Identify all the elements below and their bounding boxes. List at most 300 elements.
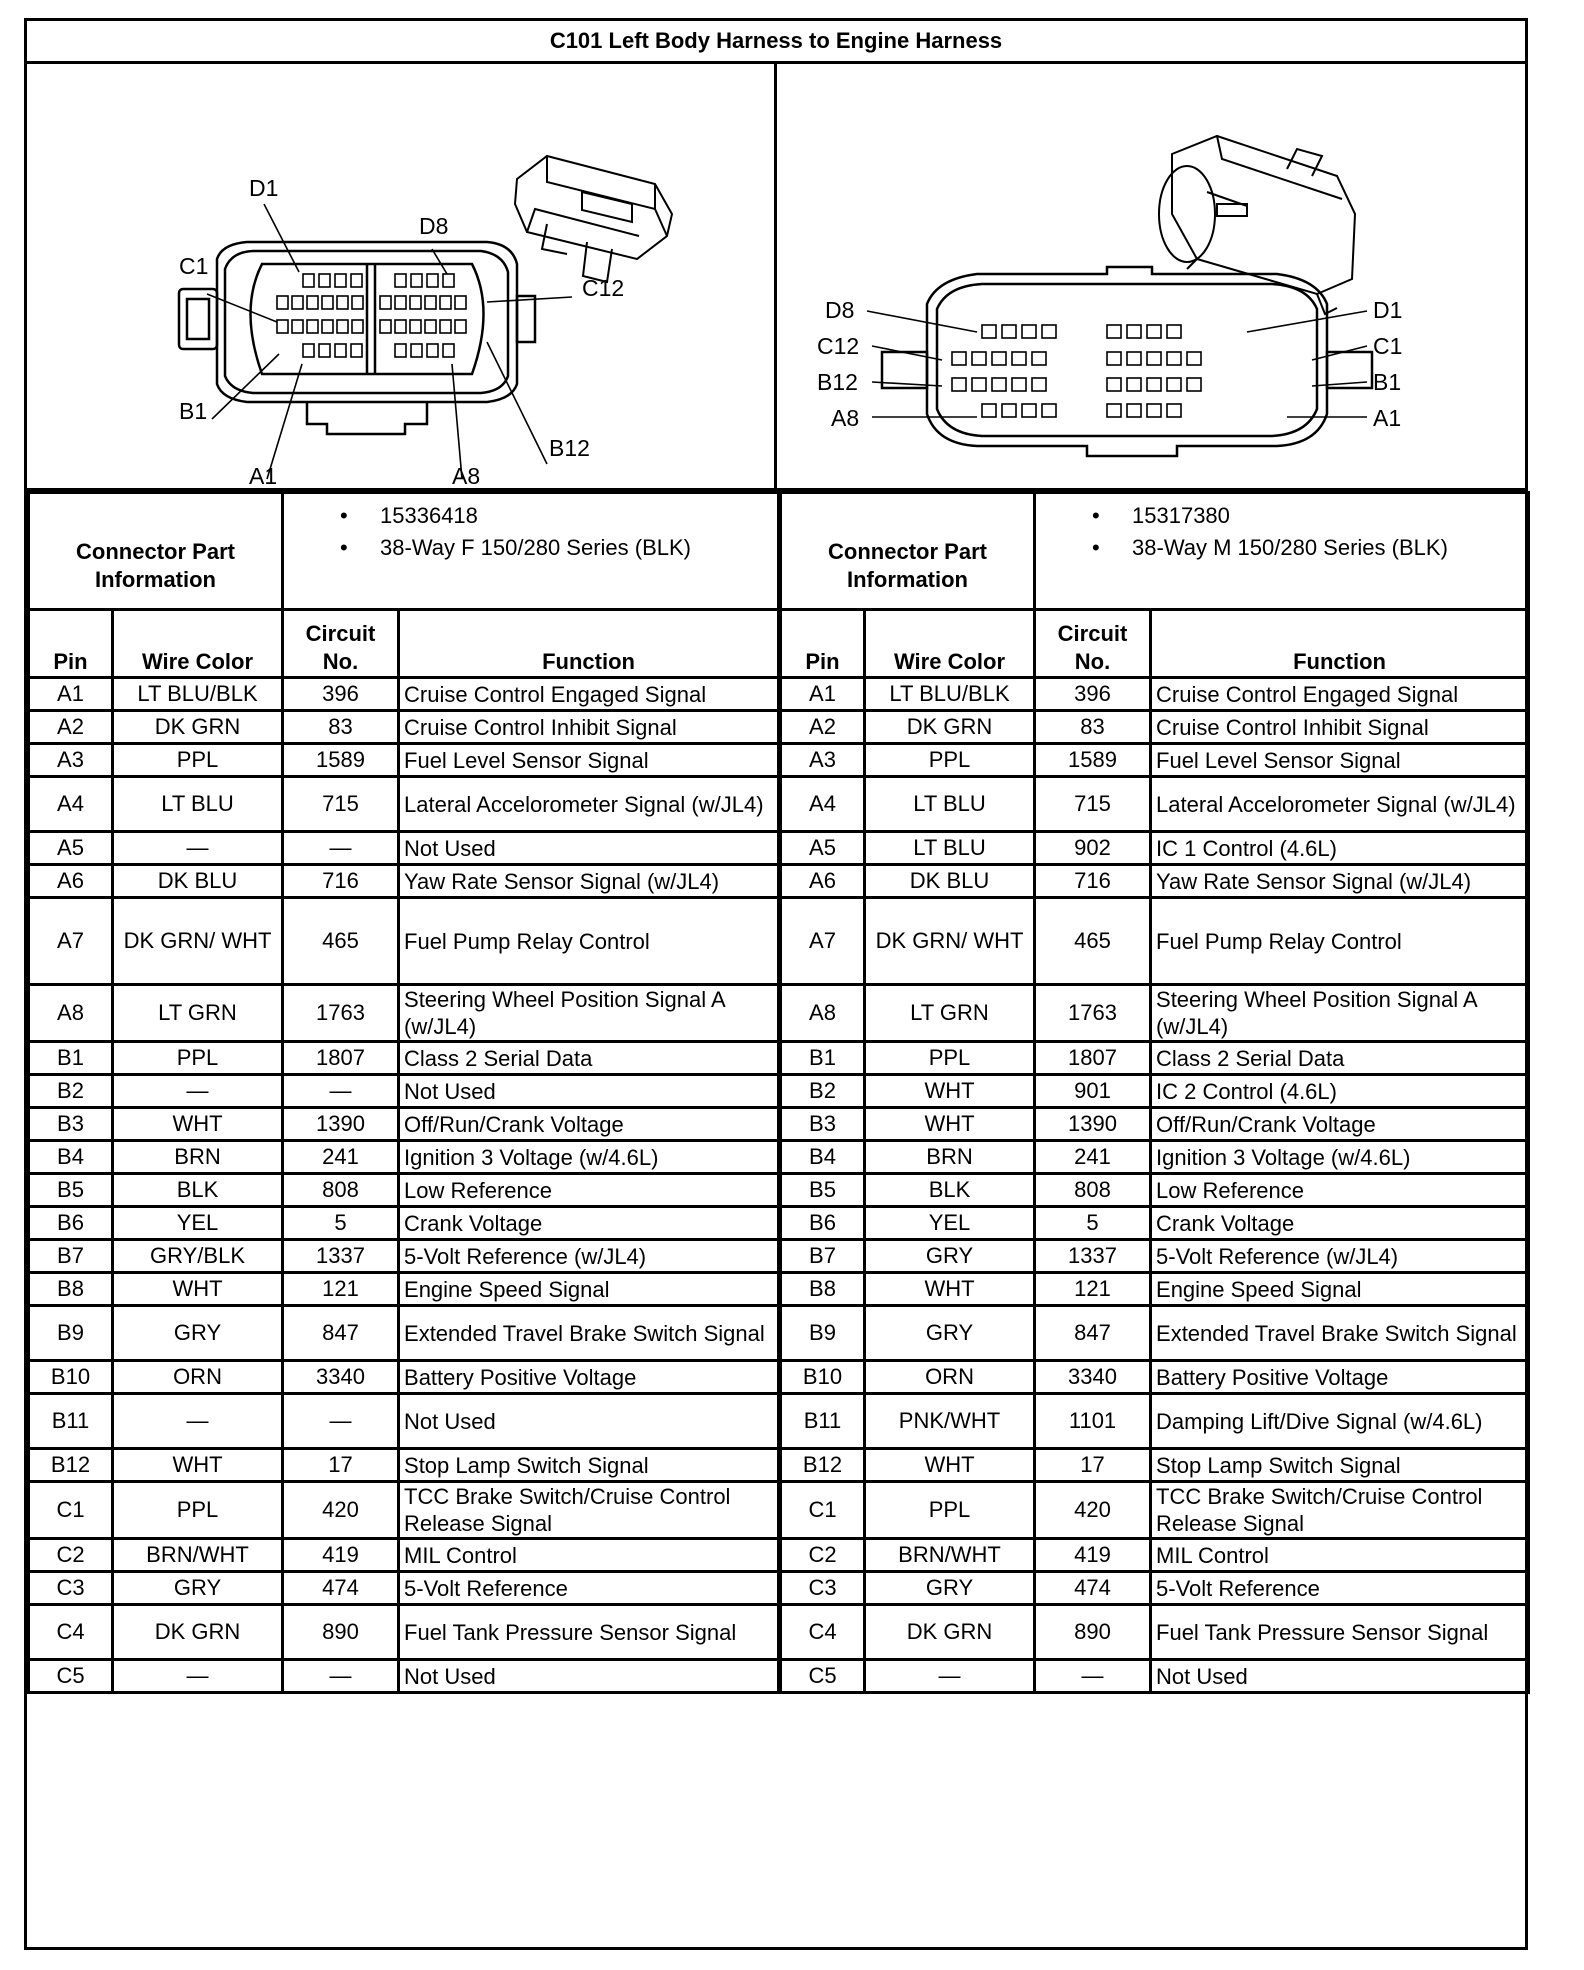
cavity	[443, 344, 454, 357]
left-label-a1: A1	[249, 463, 278, 488]
cavity	[1002, 404, 1016, 417]
left-part-info-row	[29, 493, 779, 610]
wire-color-cell: LT BLU	[113, 777, 283, 832]
right-pin-row	[781, 1306, 1529, 1361]
circuit-cell: 419	[283, 1539, 399, 1572]
circuit-cell: 396	[283, 678, 399, 711]
pin-cell: B2	[781, 1075, 865, 1108]
wire-color-cell: BRN	[865, 1141, 1035, 1174]
right-pin-row	[781, 777, 1529, 832]
function-cell: Lateral Accelorometer Signal (w/JL4)	[1151, 777, 1529, 832]
function-cell: Ignition 3 Voltage (w/4.6L)	[1151, 1141, 1529, 1174]
circuit-cell: 121	[1035, 1273, 1151, 1306]
wire-color-cell: BLK	[865, 1174, 1035, 1207]
cavity	[1127, 352, 1141, 365]
function-cell: Fuel Level Sensor Signal	[1151, 744, 1529, 777]
left-pin-row	[29, 1042, 779, 1075]
cavity	[1147, 404, 1161, 417]
pin-cell: B1	[781, 1042, 865, 1075]
left-pin-row	[29, 1273, 779, 1306]
pin-cell: A1	[781, 678, 865, 711]
cavity	[322, 320, 333, 333]
function-cell: Engine Speed Signal	[399, 1273, 779, 1306]
circuit-cell: 1807	[283, 1042, 399, 1075]
wire-color-cell: ORN	[865, 1361, 1035, 1394]
cavity	[1042, 325, 1056, 338]
wire-color-cell: DK GRN	[113, 1605, 283, 1660]
function-cell: Not Used	[1151, 1660, 1529, 1693]
cavity	[351, 274, 362, 287]
pin-cell: C2	[29, 1539, 113, 1572]
pin-cell: B11	[781, 1394, 865, 1449]
wire-color-cell: —	[113, 1660, 283, 1693]
left-pin-row	[29, 832, 779, 865]
cavity	[972, 352, 986, 365]
left-col-wire-color: Wire Color	[113, 610, 283, 678]
right-column-header-row	[781, 610, 1529, 678]
wire-color-cell: —	[113, 1075, 283, 1108]
pin-cell: B3	[781, 1108, 865, 1141]
circuit-cell: 121	[283, 1273, 399, 1306]
right-label-b1: B1	[1373, 369, 1402, 395]
function-cell: Stop Lamp Switch Signal	[1151, 1449, 1529, 1482]
right-pin-row	[781, 1075, 1529, 1108]
left-pin-row	[29, 1306, 779, 1361]
circuit-cell: 847	[283, 1306, 399, 1361]
right-connector-3d-icon	[1159, 136, 1355, 314]
wire-color-cell: WHT	[113, 1273, 283, 1306]
circuit-cell: 902	[1035, 832, 1151, 865]
function-cell: Not Used	[399, 832, 779, 865]
left-pin-row	[29, 1572, 779, 1605]
cavity	[1127, 404, 1141, 417]
cavity	[335, 274, 346, 287]
cavity	[337, 296, 348, 309]
wire-color-cell: GRY	[113, 1572, 283, 1605]
cavity	[1167, 352, 1181, 365]
function-cell: Damping Lift/Dive Signal (w/4.6L)	[1151, 1394, 1529, 1449]
left-pin-row	[29, 898, 779, 985]
cavity	[427, 274, 438, 287]
function-cell: Not Used	[399, 1660, 779, 1693]
left-column-header-row	[29, 610, 779, 678]
right-connector-table-container	[779, 491, 1527, 1694]
right-col-function: Function	[1151, 610, 1529, 678]
function-cell: Cruise Control Inhibit Signal	[1151, 711, 1529, 744]
wire-color-cell: GRY	[865, 1306, 1035, 1361]
function-cell: 5-Volt Reference (w/JL4)	[1151, 1240, 1529, 1273]
wire-color-cell: LT BLU	[865, 832, 1035, 865]
left-pin-row	[29, 1605, 779, 1660]
cavity	[307, 320, 318, 333]
right-pin-row	[781, 1539, 1529, 1572]
function-cell: Fuel Tank Pressure Sensor Signal	[1151, 1605, 1529, 1660]
cavity	[1147, 325, 1161, 338]
wire-color-cell: PPL	[113, 744, 283, 777]
pin-cell: A1	[29, 678, 113, 711]
circuit-cell: 808	[1035, 1174, 1151, 1207]
wire-color-cell: LT BLU/BLK	[865, 678, 1035, 711]
pin-cell: C4	[781, 1605, 865, 1660]
left-col-function: Function	[399, 610, 779, 678]
wire-color-cell: —	[113, 832, 283, 865]
left-pin-row	[29, 777, 779, 832]
circuit-cell: 1589	[283, 744, 399, 777]
cavity	[440, 320, 451, 333]
pin-cell: A3	[781, 744, 865, 777]
wire-color-cell: PPL	[865, 1482, 1035, 1539]
cavity	[455, 296, 466, 309]
cavity	[277, 296, 288, 309]
pin-cell: A2	[781, 711, 865, 744]
function-cell: Steering Wheel Position Signal A (w/JL4)	[1151, 985, 1529, 1042]
function-cell: Crank Voltage	[1151, 1207, 1529, 1240]
right-label-c1: C1	[1373, 333, 1403, 359]
right-pin-row	[781, 865, 1529, 898]
left-label-d8: D8	[419, 213, 449, 239]
wire-color-cell: LT GRN	[113, 985, 283, 1042]
page-title: C101 Left Body Harness to Engine Harness	[27, 21, 1525, 64]
cavity	[1167, 404, 1181, 417]
function-cell: Lateral Accelorometer Signal (w/JL4)	[399, 777, 779, 832]
circuit-cell: 890	[1035, 1605, 1151, 1660]
function-cell: Off/Run/Crank Voltage	[399, 1108, 779, 1141]
function-cell: Fuel Pump Relay Control	[399, 898, 779, 985]
cavity	[1012, 352, 1026, 365]
left-pin-row	[29, 711, 779, 744]
circuit-cell: 847	[1035, 1306, 1151, 1361]
cavity	[303, 274, 314, 287]
right-part-number: • 15317380	[1078, 500, 1523, 532]
pin-cell: B12	[781, 1449, 865, 1482]
circuit-cell: 83	[283, 711, 399, 744]
pin-cell: A4	[781, 777, 865, 832]
right-label-d1: D1	[1373, 297, 1403, 323]
wire-color-cell: WHT	[113, 1449, 283, 1482]
right-cavity-grid	[952, 325, 1201, 417]
wire-color-cell: LT GRN	[865, 985, 1035, 1042]
wire-color-cell: BRN/WHT	[865, 1539, 1035, 1572]
pin-cell: A2	[29, 711, 113, 744]
function-cell: Engine Speed Signal	[1151, 1273, 1529, 1306]
circuit-cell: 715	[1035, 777, 1151, 832]
right-col-wire-color: Wire Color	[865, 610, 1035, 678]
pin-cell: A3	[29, 744, 113, 777]
right-part-info-label: Connector Part Information	[781, 493, 1035, 610]
right-pin-row	[781, 1042, 1529, 1075]
cavity	[952, 378, 966, 391]
pin-cell: C1	[29, 1482, 113, 1539]
function-cell: Low Reference	[1151, 1174, 1529, 1207]
right-pin-row	[781, 1605, 1529, 1660]
function-cell: Stop Lamp Switch Signal	[399, 1449, 779, 1482]
cavity	[1022, 404, 1036, 417]
circuit-cell: 716	[1035, 865, 1151, 898]
pin-cell: B7	[29, 1240, 113, 1273]
right-pin-row	[781, 832, 1529, 865]
cavity	[307, 296, 318, 309]
function-cell: Fuel Pump Relay Control	[1151, 898, 1529, 985]
right-connector-table	[779, 491, 1530, 1694]
wire-color-cell: DK GRN	[113, 711, 283, 744]
right-pin-row	[781, 1240, 1529, 1273]
circuit-cell: —	[1035, 1660, 1151, 1693]
cavity	[992, 352, 1006, 365]
cavity	[1032, 378, 1046, 391]
circuit-cell: 396	[1035, 678, 1151, 711]
function-cell: Cruise Control Inhibit Signal	[399, 711, 779, 744]
cavity	[1167, 325, 1181, 338]
function-cell: Cruise Control Engaged Signal	[399, 678, 779, 711]
wire-color-cell: PPL	[865, 744, 1035, 777]
cavity	[352, 296, 363, 309]
left-connector-face-illustration	[27, 64, 777, 488]
function-cell: MIL Control	[1151, 1539, 1529, 1572]
circuit-cell: 465	[283, 898, 399, 985]
circuit-cell: 715	[283, 777, 399, 832]
left-col-pin: Pin	[29, 610, 113, 678]
left-pin-row	[29, 1108, 779, 1141]
circuit-cell: 241	[283, 1141, 399, 1174]
cavity	[1127, 378, 1141, 391]
circuit-cell: —	[283, 1075, 399, 1108]
pin-cell: C3	[781, 1572, 865, 1605]
pin-cell: B10	[29, 1361, 113, 1394]
right-col-pin: Pin	[781, 610, 865, 678]
pin-cell: B12	[29, 1449, 113, 1482]
right-pin-row	[781, 1174, 1529, 1207]
left-connector-3d-icon	[515, 156, 672, 282]
left-pin-row	[29, 865, 779, 898]
circuit-cell: 3340	[283, 1361, 399, 1394]
left-connector-table-container	[27, 491, 777, 1694]
cavity	[425, 296, 436, 309]
function-cell: MIL Control	[399, 1539, 779, 1572]
right-pin-row	[781, 1108, 1529, 1141]
wire-color-cell: DK GRN/ WHT	[113, 898, 283, 985]
pin-cell: A6	[29, 865, 113, 898]
cavity	[1107, 378, 1121, 391]
pin-cell: B10	[781, 1361, 865, 1394]
right-part-info-list	[1035, 493, 1529, 610]
cavity	[322, 296, 333, 309]
function-cell: Extended Travel Brake Switch Signal	[399, 1306, 779, 1361]
wire-color-cell: WHT	[865, 1075, 1035, 1108]
function-cell: Class 2 Serial Data	[1151, 1042, 1529, 1075]
pin-cell: B8	[29, 1273, 113, 1306]
pin-cell: A7	[781, 898, 865, 985]
wire-color-cell: PPL	[113, 1042, 283, 1075]
left-pin-row	[29, 1660, 779, 1693]
right-pin-row	[781, 678, 1529, 711]
cavity	[1022, 325, 1036, 338]
right-pin-row	[781, 1660, 1529, 1693]
wire-color-cell: WHT	[865, 1449, 1035, 1482]
circuit-cell: 1337	[1035, 1240, 1151, 1273]
cavity	[319, 344, 330, 357]
right-pin-row	[781, 1273, 1529, 1306]
pin-cell: A8	[29, 985, 113, 1042]
right-label-c12: C12	[817, 333, 860, 359]
left-label-a8: A8	[452, 463, 481, 488]
cavity	[982, 404, 996, 417]
wire-color-cell: BRN/WHT	[113, 1539, 283, 1572]
function-cell: 5-Volt Reference (w/JL4)	[399, 1240, 779, 1273]
left-pin-row	[29, 1240, 779, 1273]
left-pin-row	[29, 1394, 779, 1449]
wire-color-cell: ORN	[113, 1361, 283, 1394]
cavity	[992, 378, 1006, 391]
left-label-c12: C12	[582, 275, 625, 301]
cavity	[1107, 325, 1121, 338]
cavity	[411, 344, 422, 357]
function-cell: IC 2 Control (4.6L)	[1151, 1075, 1529, 1108]
cavity	[277, 320, 288, 333]
right-connector-diagram	[777, 64, 1525, 488]
wire-color-cell: —	[113, 1394, 283, 1449]
circuit-cell: 901	[1035, 1075, 1151, 1108]
function-cell: Low Reference	[399, 1174, 779, 1207]
pin-cell: B7	[781, 1240, 865, 1273]
right-label-a8: A8	[831, 405, 860, 431]
pin-cell: C3	[29, 1572, 113, 1605]
circuit-cell: 5	[283, 1207, 399, 1240]
right-pin-row	[781, 1572, 1529, 1605]
cavity	[1187, 352, 1201, 365]
pin-cell: C1	[781, 1482, 865, 1539]
left-pin-row	[29, 1449, 779, 1482]
function-cell: Fuel Tank Pressure Sensor Signal	[399, 1605, 779, 1660]
cavity	[380, 296, 391, 309]
function-cell: Battery Positive Voltage	[1151, 1361, 1529, 1394]
function-cell: TCC Brake Switch/Cruise Control Release Signal	[399, 1482, 779, 1539]
wire-color-cell: DK GRN	[865, 711, 1035, 744]
pin-cell: B3	[29, 1108, 113, 1141]
function-cell: Off/Run/Crank Voltage	[1151, 1108, 1529, 1141]
circuit-cell: 465	[1035, 898, 1151, 985]
wire-color-cell: LT BLU/BLK	[113, 678, 283, 711]
cavity	[395, 344, 406, 357]
circuit-cell: 1337	[283, 1240, 399, 1273]
cavity	[1012, 378, 1026, 391]
circuit-cell: 890	[283, 1605, 399, 1660]
left-part-description: • 38-Way F 150/280 Series (BLK)	[326, 532, 773, 564]
right-connector-face-illustration	[777, 64, 1525, 488]
cavity	[335, 344, 346, 357]
pin-cell: B11	[29, 1394, 113, 1449]
function-cell: 5-Volt Reference	[1151, 1572, 1529, 1605]
left-pin-row	[29, 1482, 779, 1539]
cavity	[292, 296, 303, 309]
right-pin-row	[781, 1449, 1529, 1482]
function-cell: Extended Travel Brake Switch Signal	[1151, 1306, 1529, 1361]
function-cell: Crank Voltage	[399, 1207, 779, 1240]
cavity	[1107, 352, 1121, 365]
pin-cell: B6	[781, 1207, 865, 1240]
wire-color-cell: DK BLU	[113, 865, 283, 898]
function-cell: Class 2 Serial Data	[399, 1042, 779, 1075]
wire-color-cell: GRY	[113, 1306, 283, 1361]
function-cell: TCC Brake Switch/Cruise Control Release Signal	[1151, 1482, 1529, 1539]
circuit-cell: 1390	[1035, 1108, 1151, 1141]
pin-cell: A5	[29, 832, 113, 865]
circuit-cell: 17	[1035, 1449, 1151, 1482]
pin-cell: A4	[29, 777, 113, 832]
left-connector-diagram	[27, 64, 777, 488]
pin-cell: B5	[29, 1174, 113, 1207]
wire-color-cell: PPL	[865, 1042, 1035, 1075]
wire-color-cell: YEL	[113, 1207, 283, 1240]
circuit-cell: 17	[283, 1449, 399, 1482]
circuit-cell: 1101	[1035, 1394, 1151, 1449]
cavity	[427, 344, 438, 357]
right-pin-row	[781, 1207, 1529, 1240]
circuit-cell: 3340	[1035, 1361, 1151, 1394]
cavity	[292, 320, 303, 333]
cavity	[443, 274, 454, 287]
circuit-cell: 1763	[1035, 985, 1151, 1042]
cavity	[1042, 404, 1056, 417]
function-cell: Fuel Level Sensor Signal	[399, 744, 779, 777]
left-pin-row	[29, 1207, 779, 1240]
right-pin-row	[781, 898, 1529, 985]
pin-cell: B9	[781, 1306, 865, 1361]
connector-diagrams	[27, 64, 1525, 491]
pin-cell: B1	[29, 1042, 113, 1075]
function-cell: 5-Volt Reference	[399, 1572, 779, 1605]
wire-color-cell: GRY	[865, 1572, 1035, 1605]
wire-color-cell: —	[865, 1660, 1035, 1693]
cavity	[337, 320, 348, 333]
right-pin-row	[781, 711, 1529, 744]
circuit-cell: —	[283, 1394, 399, 1449]
left-col-circuit: Circuit No.	[283, 610, 399, 678]
pin-cell: B6	[29, 1207, 113, 1240]
right-col-circuit: Circuit No.	[1035, 610, 1151, 678]
circuit-cell: 474	[283, 1572, 399, 1605]
pin-cell: A7	[29, 898, 113, 985]
left-pin-row	[29, 678, 779, 711]
cavity	[395, 296, 406, 309]
left-label-c1: C1	[179, 253, 209, 279]
cavity	[952, 352, 966, 365]
cavity	[1032, 352, 1046, 365]
left-connector-table	[27, 491, 780, 1694]
left-part-number: • 15336418	[326, 500, 773, 532]
connector-sheet	[24, 18, 1528, 1950]
pin-cell: C4	[29, 1605, 113, 1660]
pin-cell: C5	[781, 1660, 865, 1693]
left-pin-row	[29, 1361, 779, 1394]
right-pin-row	[781, 1482, 1529, 1539]
cavity	[352, 320, 363, 333]
cavity	[1147, 352, 1161, 365]
function-cell: IC 1 Control (4.6L)	[1151, 832, 1529, 865]
wire-color-cell: BLK	[113, 1174, 283, 1207]
wire-color-cell: LT BLU	[865, 777, 1035, 832]
left-pin-row	[29, 985, 779, 1042]
left-pin-row	[29, 1075, 779, 1108]
wire-color-cell: WHT	[865, 1108, 1035, 1141]
pin-cell: B4	[29, 1141, 113, 1174]
cavity	[395, 274, 406, 287]
wire-color-cell: DK BLU	[865, 865, 1035, 898]
cavity	[303, 344, 314, 357]
left-pin-row	[29, 1141, 779, 1174]
circuit-cell: 1589	[1035, 744, 1151, 777]
pin-cell: B4	[781, 1141, 865, 1174]
cavity	[1002, 325, 1016, 338]
